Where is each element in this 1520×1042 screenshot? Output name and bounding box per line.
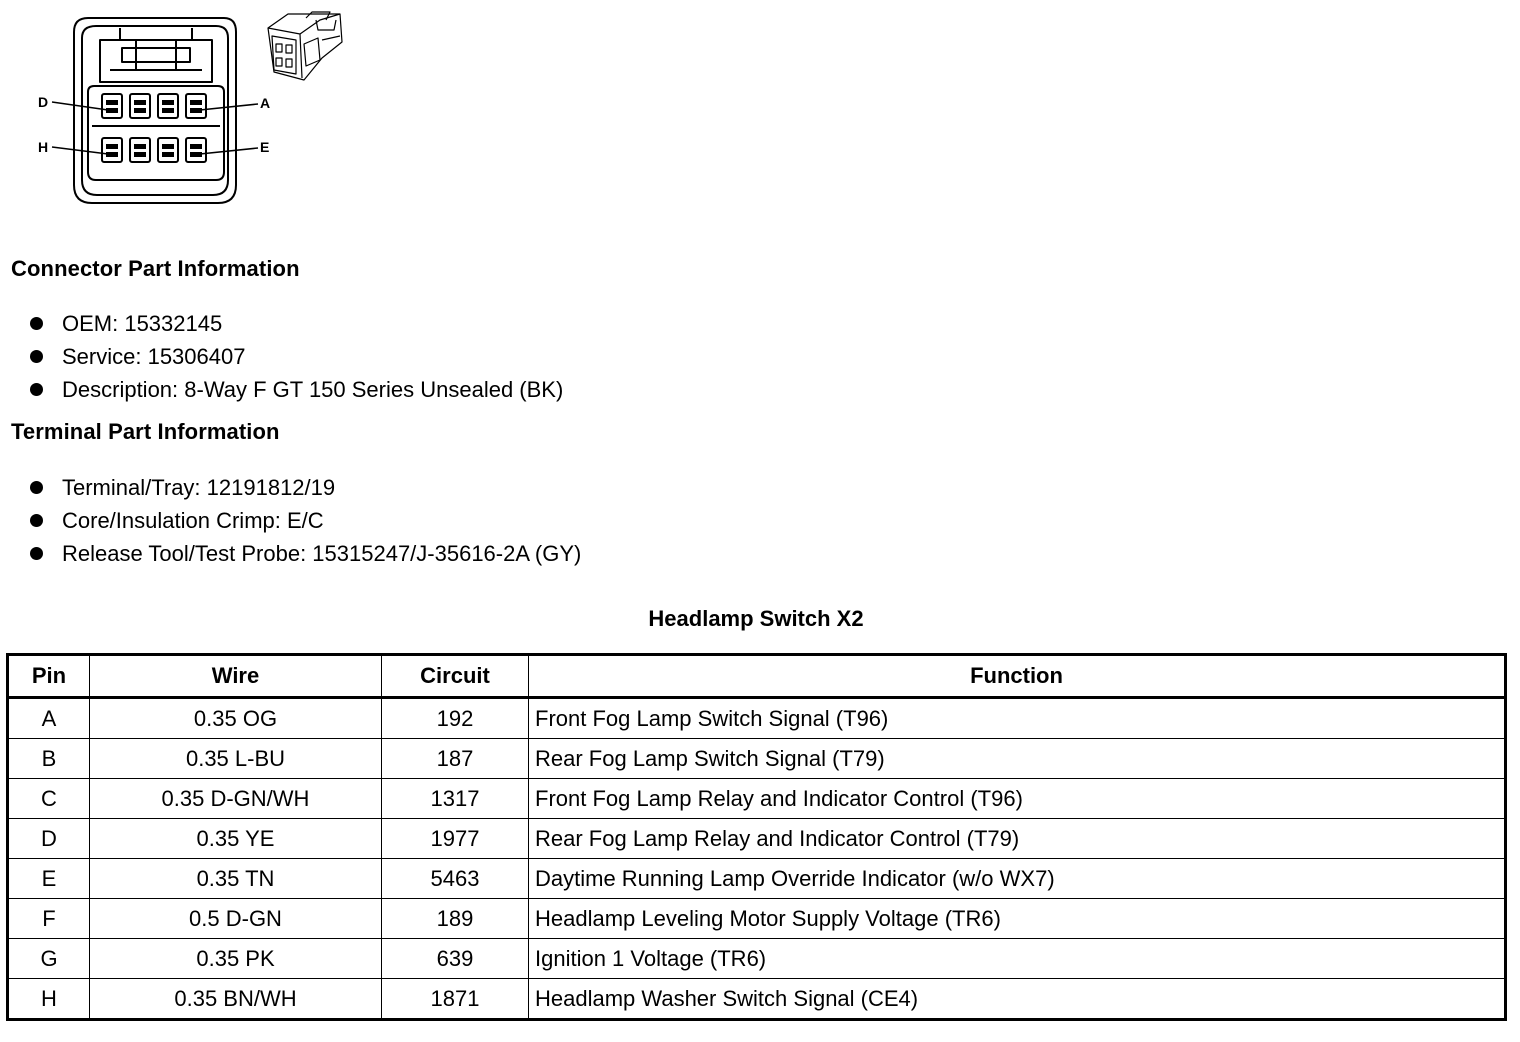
cell-circuit: 192: [382, 698, 529, 739]
cell-pin: D: [8, 819, 90, 859]
connector-part-info-heading: Connector Part Information: [11, 256, 300, 281]
cell-function: Headlamp Washer Switch Signal (CE4): [529, 979, 1506, 1020]
table-row: [8, 859, 1506, 899]
cell-circuit: 1871: [382, 979, 529, 1020]
bullet-icon: [30, 481, 43, 494]
table-row: [8, 779, 1506, 819]
cell-circuit: 5463: [382, 859, 529, 899]
cell-pin: A: [8, 698, 90, 739]
table-row: [8, 698, 1506, 739]
pin-table: [6, 653, 1507, 1021]
list-item: Description: 8-Way F GT 150 Series Unsealed (BK): [28, 373, 563, 406]
table-row: [8, 899, 1506, 939]
cell-circuit: 1977: [382, 819, 529, 859]
connector-part-info-list: [28, 307, 563, 406]
cell-pin: F: [8, 899, 90, 939]
header-circuit: Circuit: [382, 655, 529, 698]
bullet-icon: [30, 317, 43, 330]
pin-label-top-right: A: [260, 95, 271, 111]
cell-wire: 0.35 D-GN/WH: [90, 779, 382, 819]
header-function: Function: [529, 655, 1506, 698]
cell-wire: 0.35 OG: [90, 698, 382, 739]
bullet-icon: [30, 514, 43, 527]
pin-label-bottom-right: E: [260, 139, 270, 155]
cell-wire: 0.35 L-BU: [90, 739, 382, 779]
bullet-icon: [30, 547, 43, 560]
header-pin: Pin: [8, 655, 90, 698]
bullet-icon: [30, 383, 43, 396]
connector-thumbnail-icon: [268, 12, 342, 80]
cell-wire: 0.35 TN: [90, 859, 382, 899]
terminal-part-info-list: [28, 471, 581, 570]
table-row: [8, 819, 1506, 859]
header-wire: Wire: [90, 655, 382, 698]
cell-wire: 0.5 D-GN: [90, 899, 382, 939]
list-item: Terminal/Tray: 12191812/19: [28, 471, 581, 504]
list-item: Service: 15306407: [28, 340, 563, 373]
cell-pin: E: [8, 859, 90, 899]
pin-table-title: Headlamp Switch X2: [648, 606, 864, 631]
table-row: [8, 939, 1506, 979]
cell-function: Rear Fog Lamp Relay and Indicator Control (T79): [529, 819, 1506, 859]
cell-wire: 0.35 PK: [90, 939, 382, 979]
cell-function: Daytime Running Lamp Override Indicator (w/o WX7): [529, 859, 1506, 899]
cell-circuit: 189: [382, 899, 529, 939]
table-row: [8, 739, 1506, 779]
cell-pin: C: [8, 779, 90, 819]
cell-pin: H: [8, 979, 90, 1020]
list-item: Release Tool/Test Probe: 15315247/J-35616-2A (GY): [28, 537, 581, 570]
bullet-icon: [30, 350, 43, 363]
terminal-part-info-heading: Terminal Part Information: [11, 419, 280, 444]
cell-function: Headlamp Leveling Motor Supply Voltage (TR6): [529, 899, 1506, 939]
table-row: [8, 979, 1506, 1020]
list-item: Core/Insulation Crimp: E/C: [28, 504, 581, 537]
cell-function: Ignition 1 Voltage (TR6): [529, 939, 1506, 979]
cell-wire: 0.35 YE: [90, 819, 382, 859]
connector-face-diagram: [0, 0, 420, 215]
cell-pin: G: [8, 939, 90, 979]
cell-wire: 0.35 BN/WH: [90, 979, 382, 1020]
cell-pin: B: [8, 739, 90, 779]
cell-function: Front Fog Lamp Switch Signal (T96): [529, 698, 1506, 739]
cell-function: Rear Fog Lamp Switch Signal (T79): [529, 739, 1506, 779]
pin-label-top-left: D: [38, 94, 49, 110]
table-header-row: [8, 655, 1506, 698]
list-item: OEM: 15332145: [28, 307, 563, 340]
cell-circuit: 1317: [382, 779, 529, 819]
pin-label-bottom-left: H: [38, 139, 49, 155]
cell-function: Front Fog Lamp Relay and Indicator Control (T96): [529, 779, 1506, 819]
cell-circuit: 639: [382, 939, 529, 979]
cell-circuit: 187: [382, 739, 529, 779]
